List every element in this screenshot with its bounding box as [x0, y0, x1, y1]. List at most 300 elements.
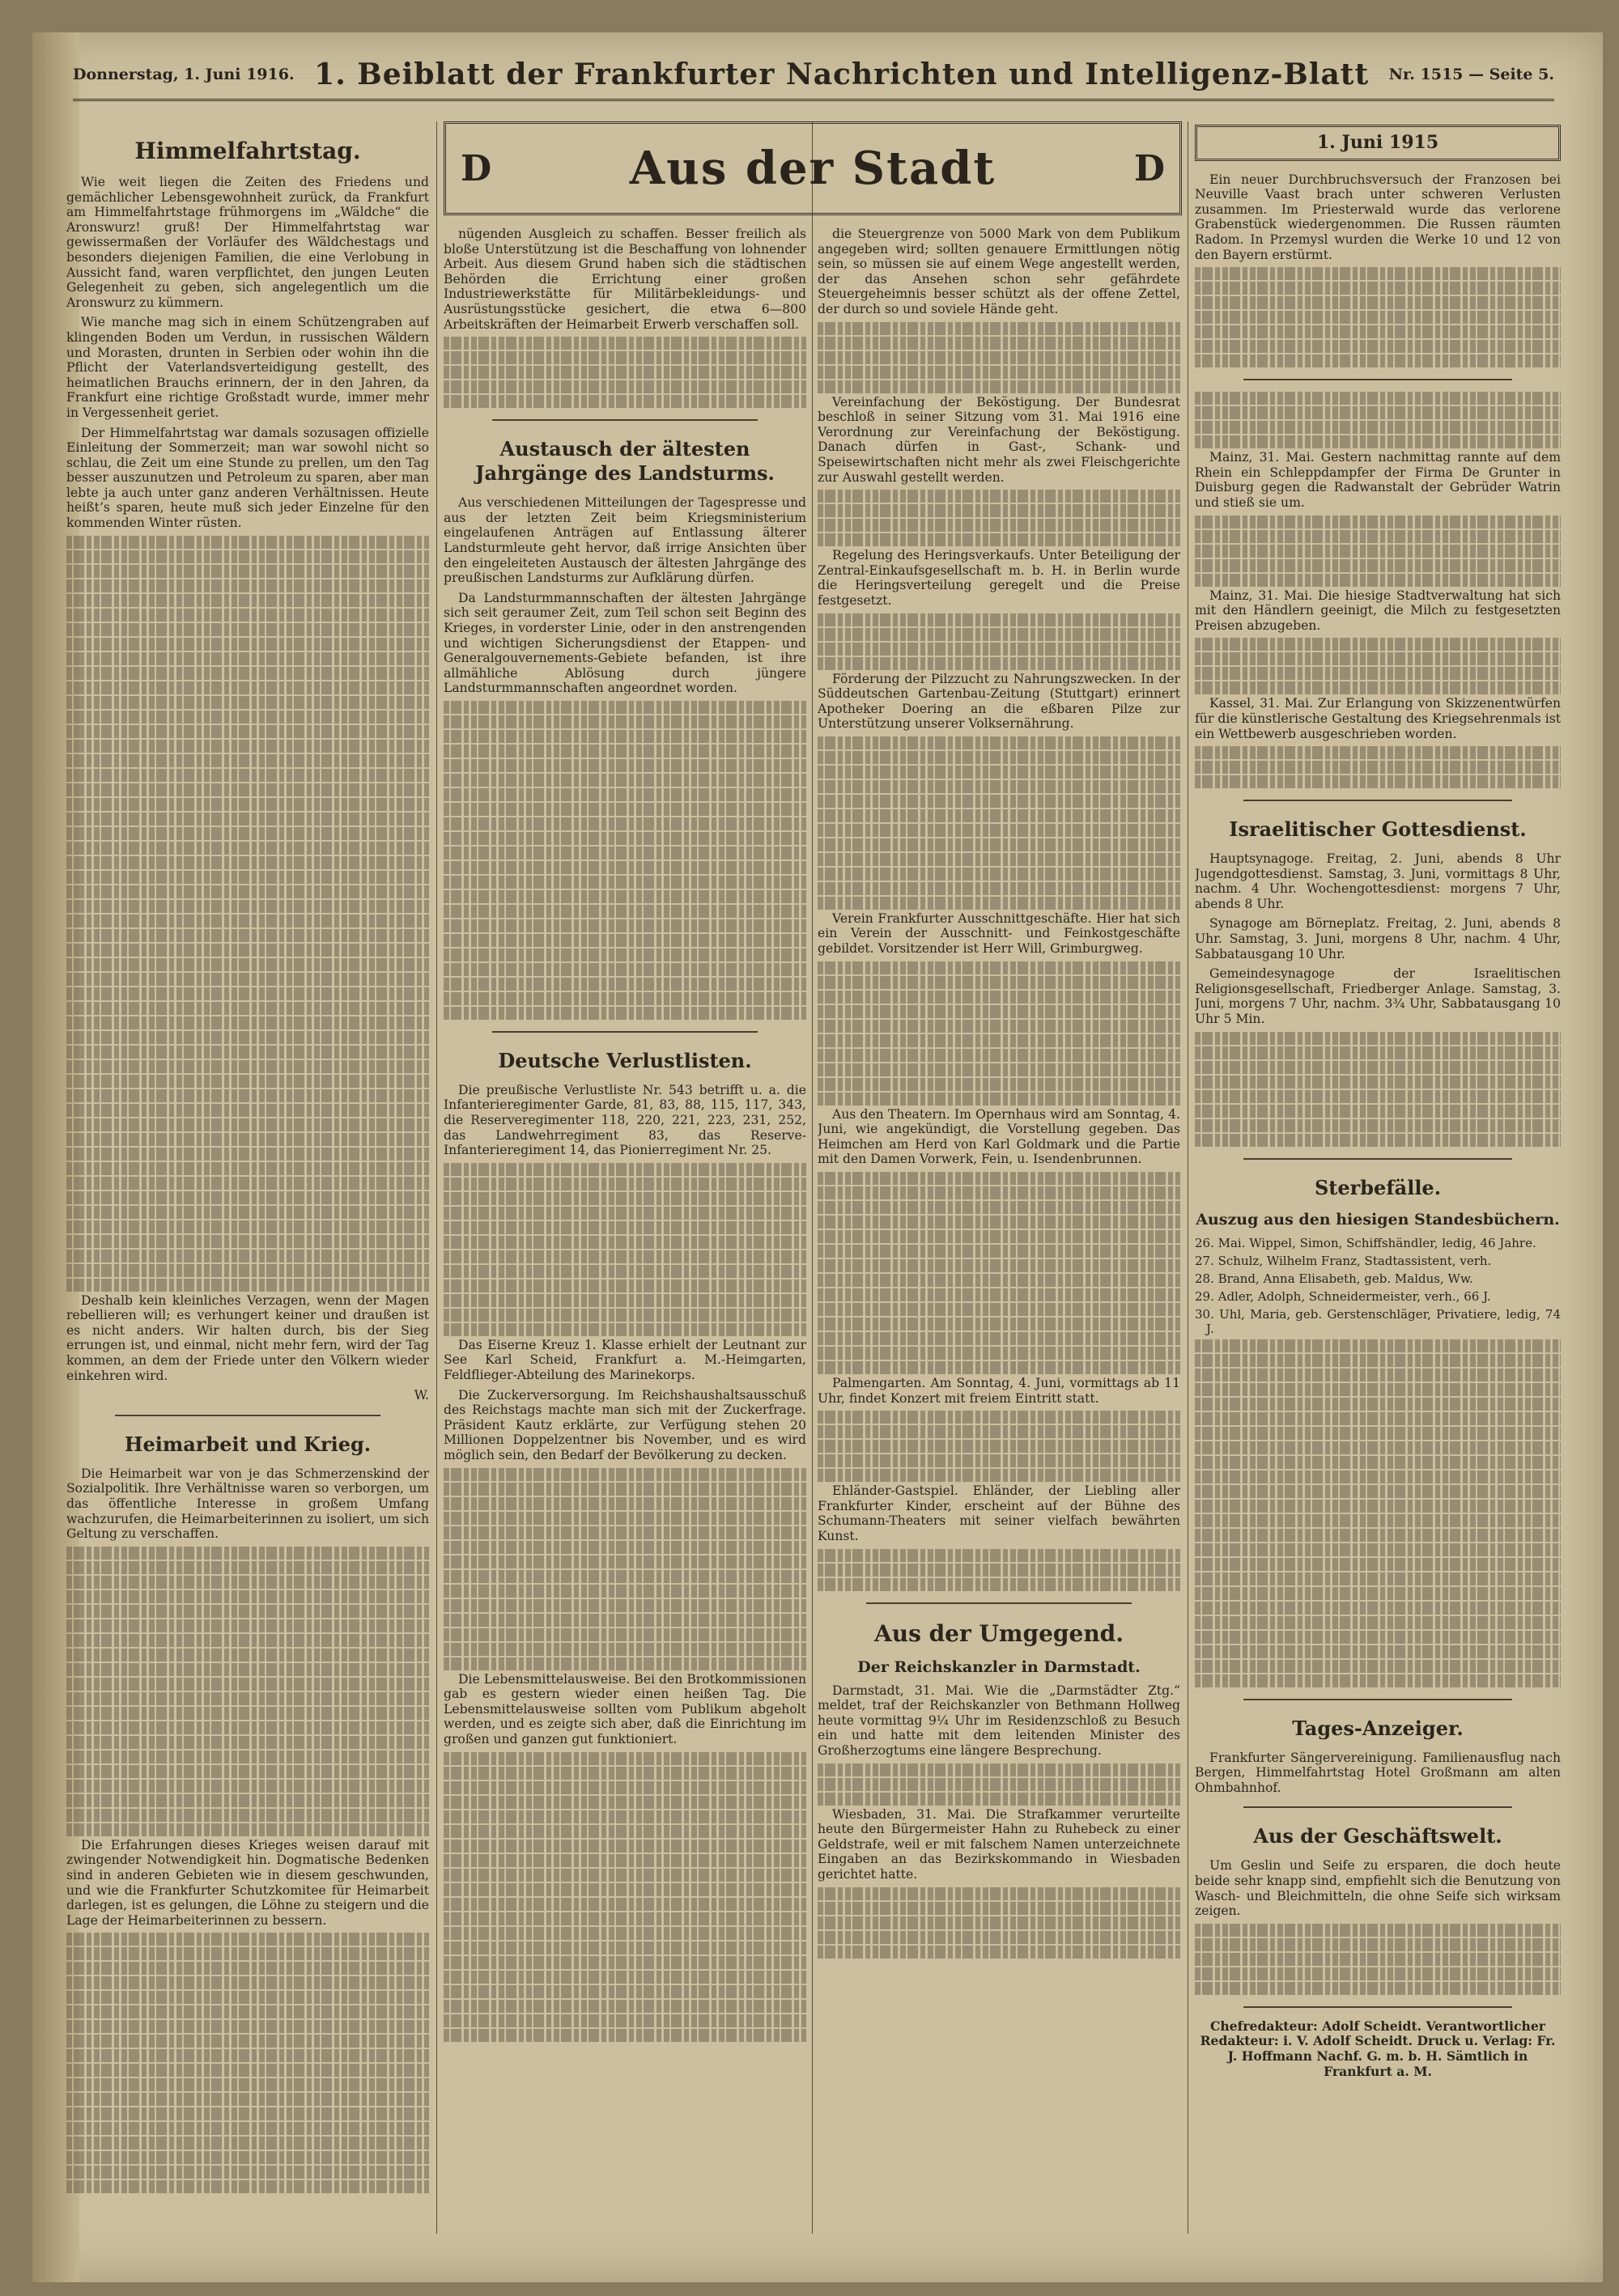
text-line	[818, 613, 1180, 626]
article-divider	[1243, 1158, 1512, 1160]
text-line	[66, 740, 429, 753]
text-line	[818, 1578, 1180, 1591]
text-line	[66, 1751, 429, 1763]
text-line	[444, 905, 806, 918]
text-line	[818, 322, 1180, 335]
text-line	[444, 1971, 806, 1984]
text-line	[1195, 1471, 1561, 1483]
text-line	[444, 1869, 806, 1882]
text-line	[66, 944, 429, 957]
text-line	[66, 827, 429, 840]
text-line	[66, 609, 429, 622]
text-line	[444, 1570, 806, 1583]
text-line	[66, 1118, 429, 1131]
text-line	[818, 961, 1180, 974]
text-line	[1195, 340, 1561, 353]
text-line	[66, 1962, 429, 1975]
death-notice: 27. Schulz, Wilhelm Franz, Stadtassistent, verh.	[1195, 1253, 1492, 1268]
text-line	[444, 1883, 806, 1896]
death-notice: 29. Adler, Adolph, Schneidermeister, verh., 66 J.	[1195, 1288, 1491, 1304]
text-line	[444, 395, 806, 408]
text-line	[1195, 1369, 1561, 1381]
text-line	[444, 1265, 806, 1278]
text-line	[444, 1541, 806, 1554]
text-line	[1195, 1485, 1561, 1498]
text-line	[818, 1916, 1180, 1929]
text-line	[66, 1634, 429, 1647]
text-line	[444, 1796, 806, 1809]
text-line	[1195, 296, 1561, 309]
text-line	[1195, 1339, 1561, 1352]
text-line	[66, 2151, 429, 2164]
text-line	[66, 1046, 429, 1059]
text-line	[66, 1809, 429, 1822]
text-line	[66, 1279, 429, 1292]
article-paragraph: Mainz, 31. Mai. Die hiesige Stadtverwaltung hat sich mit den Händlern geeinigt, die Milch zu festgesetzten Preisen abzugeben.	[1195, 588, 1561, 633]
column-divider	[812, 121, 813, 2234]
text-line	[66, 1619, 429, 1632]
text-line	[818, 882, 1180, 895]
article-paragraph: Die preußische Verlustliste Nr. 543 betrifft u. a. die Infanterieregimenter Garde, 81, 83, 88, 115, 117, 343, die Reserveregimenter 118, 220, 221, 223, 231, 252, das Landwehrregiment 83, das Reserve-Infanterieregiment 14, das Pionierregiment Nr. 25.	[444, 1082, 806, 1158]
text-line	[818, 1763, 1180, 1776]
text-line	[444, 2029, 806, 2042]
article-divider	[1243, 1699, 1512, 1700]
text-line	[66, 1721, 429, 1734]
text-line	[1195, 1134, 1561, 1147]
text-line	[444, 978, 806, 991]
article-paragraph: Verein Frankfurter Ausschnittgeschäfte. Hier hat sich ein Verein der Ausschnitt- und Feinkostgeschäfte gebildet. Vorsitzender ist Herr Will, Grimburgweg.	[818, 910, 1180, 957]
text-line	[1195, 1119, 1561, 1132]
article-paragraph: Regelung des Heringsverkaufs. Unter Beteiligung der Zentral-Einkaufsgesellschaft m. b. H. in Berlin wurde die Heringsverteilung geregelt und die Preise festgesetzt.	[818, 548, 1180, 608]
text-line	[1195, 1090, 1561, 1103]
text-line	[444, 774, 806, 787]
text-line	[66, 1707, 429, 1720]
text-line	[444, 1781, 806, 1794]
text-line	[444, 1898, 806, 1911]
text-line	[444, 1657, 806, 1670]
article-paragraph: Deshalb kein kleinliches Verzagen, wenn der Magen rebellieren will; es verhungert keiner und draußen ist es nicht anders. Wir halten durch, bis der Sieg errungen ist, und einmal, nicht mehr fern, wird der Tag kommen, an dem der Friede unter den Völkern wieder einkehren wird.	[66, 1292, 429, 1383]
text-line	[1195, 1105, 1561, 1118]
text-line	[444, 803, 806, 816]
text-line	[66, 1060, 429, 1073]
text-line	[818, 1946, 1180, 1959]
text-line	[66, 842, 429, 855]
text-line	[818, 897, 1180, 910]
text-line	[1195, 282, 1561, 295]
text-line	[1195, 1398, 1561, 1411]
text-line	[444, 1280, 806, 1292]
text-line	[1195, 1602, 1561, 1615]
text-line	[66, 929, 429, 942]
text-line	[66, 1264, 429, 1277]
text-line	[818, 1303, 1180, 1316]
text-line	[66, 1148, 429, 1161]
text-line	[1195, 325, 1561, 338]
text-line	[66, 1678, 429, 1691]
text-line	[818, 1230, 1180, 1243]
text-line	[1195, 1558, 1561, 1571]
article-paragraph: Wiesbaden, 31. Mai. Die Strafkammer verurteilte heute den Bürgermeister Hahn zu Ruhebeck zu einer Geldstrafe, weil er mit falschem Namen unterzeichnete Eingaben an das Bezirkskommando in Wiesbaden gerichtet hatte.	[818, 1806, 1180, 1882]
text-line	[444, 949, 806, 961]
text-line	[1195, 545, 1561, 558]
text-line	[444, 1942, 806, 1954]
death-notice: 30. Uhl, Maria, geb. Gerstenschläger, Privatiere, ledig, 74 J.	[1195, 1306, 1561, 1336]
text-line	[66, 1765, 429, 1778]
text-line	[1195, 1076, 1561, 1089]
text-line	[444, 366, 806, 379]
text-line	[818, 1078, 1180, 1091]
text-line	[444, 919, 806, 932]
text-line	[818, 643, 1180, 656]
column-2	[444, 227, 806, 2234]
text-line	[444, 380, 806, 393]
text-line	[66, 1991, 429, 2004]
text-line	[66, 856, 429, 869]
text-line	[1195, 1645, 1561, 1658]
article-headline: Sterbefälle.	[1314, 1175, 1442, 1199]
column-1	[66, 121, 429, 2234]
text-line	[818, 1259, 1180, 1272]
text-line	[66, 1133, 429, 1146]
text-line	[444, 1221, 806, 1234]
text-line	[818, 780, 1180, 793]
article-paragraph: Die Heimarbeit war von je das Schmerzenskind der Sozialpolitik. Ihre Verhältnisse waren so verborgen, um das öffentliche Interesse in großem Umfang wachzurufen, die Heimarbeiterinnen zu isoliert, um sich Geltung zu verschaffen.	[66, 1466, 429, 1542]
text-line	[1195, 1032, 1561, 1045]
text-line	[66, 1605, 429, 1618]
text-line	[818, 1454, 1180, 1467]
text-line	[66, 1089, 429, 1102]
text-line	[818, 1332, 1180, 1345]
text-line	[66, 1104, 429, 1117]
text-line	[818, 976, 1180, 989]
text-line	[66, 987, 429, 1000]
issue-date: Donnerstag, 1. Juni 1916.	[73, 66, 295, 83]
masthead	[73, 50, 1554, 101]
text-line	[444, 1628, 806, 1641]
page-number: Nr. 1515 — Seite 5.	[1388, 66, 1554, 83]
text-line	[818, 657, 1180, 670]
text-line	[818, 1440, 1180, 1453]
text-line	[1195, 1514, 1561, 1527]
text-line	[66, 2020, 429, 2033]
text-line	[818, 824, 1180, 837]
article-signature: W.	[414, 1388, 429, 1403]
text-line	[444, 2014, 806, 2027]
text-line	[66, 1561, 429, 1574]
text-line	[1195, 1543, 1561, 1556]
text-line	[66, 1075, 429, 1088]
text-line	[444, 745, 806, 758]
text-line	[444, 963, 806, 976]
article-paragraph: Ein neuer Durchbruchsversuch der Franzosen bei Neuville Vaast brach unter schweren Verlusten zusammen. Im Priesterwald wurde das verlorene Grabenstück wiedergenommen. Die Russen räumten Radom. In Przemysl wurden die Werke 10 und 12 von den Bayern erstürmt.	[1195, 172, 1561, 262]
text-line	[1195, 1572, 1561, 1585]
article-divider	[866, 1602, 1132, 1604]
death-notice: 28. Brand, Anna Elisabeth, geb. Maldus, Ww.	[1195, 1271, 1473, 1286]
text-line	[444, 1309, 806, 1322]
text-line	[444, 1985, 806, 1998]
text-line	[1195, 1967, 1561, 1980]
text-line	[444, 715, 806, 728]
text-line	[818, 1318, 1180, 1330]
text-line	[66, 885, 429, 898]
text-line	[818, 380, 1180, 393]
text-line	[444, 1468, 806, 1481]
text-line	[66, 1663, 429, 1676]
text-line	[1195, 1953, 1561, 1966]
text-line	[66, 1235, 429, 1248]
imprint: Chefredakteur: Adolf Scheidt. Verantwortlicher Redakteur: i. V. Adolf Scheidt. Druck u. Verlag: Fr. J. Hoffmann Nachf. G. m. b. H. Sämtlich in Frankfurt a. M.	[1200, 2018, 1556, 2079]
text-line	[66, 1547, 429, 1560]
text-line	[66, 1206, 429, 1219]
article-paragraph: Hauptsynagoge. Freitag, 2. Juni, abends 8 Uhr Jugendgottesdienst. Samstag, 3. Juni, vormittags 8 Uhr, nachm. 4 Uhr. Wochengottesdienst: morgens 7 Uhr, abends 8 Uhr.	[1195, 851, 1561, 911]
text-line	[1195, 1412, 1561, 1425]
article-paragraph: Frankfurter Sängervereinigung. Familienausflug nach Bergen, Himmelfahrtstag Hotel Großmann am alten Ohmbahnhof.	[1195, 1750, 1561, 1795]
article-paragraph: Palmengarten. Am Sonntag, 4. Juni, vormittags ab 11 Uhr, findet Konzert mit freiem Eintritt statt.	[818, 1376, 1180, 1406]
text-line	[818, 838, 1180, 851]
text-line	[66, 1250, 429, 1263]
text-line	[66, 725, 429, 738]
section-banner	[444, 121, 1182, 215]
text-line	[444, 1825, 806, 1838]
text-line	[444, 1585, 806, 1598]
text-line	[66, 2122, 429, 2135]
text-line	[818, 1931, 1180, 1944]
text-line	[444, 1250, 806, 1263]
text-line	[1195, 761, 1561, 774]
article-headline: Aus der Geschäftswelt.	[1253, 1824, 1502, 1848]
article-divider	[115, 1415, 380, 1416]
text-line	[818, 1274, 1180, 1287]
text-line	[66, 579, 429, 592]
death-notice: 26. Mai. Wippel, Simon, Schiffshändler, ledig, 46 Jahre.	[1195, 1235, 1536, 1250]
text-line	[444, 1512, 806, 1525]
text-line	[818, 1902, 1180, 1915]
text-line	[66, 550, 429, 563]
text-line	[1195, 1587, 1561, 1600]
text-line	[444, 1854, 806, 1867]
text-line	[66, 769, 429, 782]
article-divider	[1243, 379, 1512, 380]
text-line	[66, 783, 429, 796]
text-line	[66, 2005, 429, 2018]
text-line	[818, 1034, 1180, 1047]
article-headline: Himmelfahrtstag.	[134, 138, 361, 164]
text-line	[444, 1752, 806, 1765]
text-line	[444, 992, 806, 1005]
text-line	[818, 533, 1180, 546]
section-title: Aus der Stadt	[629, 142, 996, 195]
text-line	[1195, 1616, 1561, 1629]
text-line	[66, 652, 429, 665]
text-line	[818, 1288, 1180, 1301]
text-line	[66, 1191, 429, 1204]
text-line	[66, 1576, 429, 1589]
text-line	[1195, 392, 1561, 405]
text-line	[818, 1020, 1180, 1033]
text-line	[444, 890, 806, 903]
text-line	[66, 1976, 429, 1989]
text-line	[1195, 638, 1561, 651]
column-3	[818, 227, 1180, 2234]
text-line	[1195, 1383, 1561, 1396]
text-line	[66, 973, 429, 986]
text-line	[444, 1840, 806, 1853]
article-divider	[492, 1031, 758, 1033]
text-line	[66, 536, 429, 549]
text-line	[818, 1564, 1180, 1577]
text-line	[818, 1049, 1180, 1062]
article-paragraph: Da Landsturmmannschaften der ältesten Jahrgänge sich seit geraumer Zeit, zum Teil schon seit Beginn des Krieges, in vorderster Linie, oder in den anstrengenden und wichtigen Sicherungsdienst der Etappen- und Generalgouvernements-Gebiete befanden, ist ihre allmähliche Ablösung durch jüngere Landsturmmannschaften angeordnet worden.	[444, 590, 806, 696]
text-line	[66, 1016, 429, 1029]
text-line	[66, 1736, 429, 1749]
text-line	[66, 667, 429, 680]
text-line	[818, 1778, 1180, 1791]
text-line	[1195, 1938, 1561, 1951]
text-line	[444, 1767, 806, 1780]
text-line	[444, 2000, 806, 2013]
text-line	[444, 337, 806, 350]
text-line	[444, 730, 806, 743]
column-divider	[436, 121, 437, 2234]
text-line	[818, 1186, 1180, 1199]
text-line	[66, 1649, 429, 1662]
text-line	[444, 832, 806, 845]
text-line	[66, 2107, 429, 2120]
text-line	[1195, 530, 1561, 543]
text-line	[1195, 574, 1561, 587]
text-line	[66, 2180, 429, 2193]
text-line	[1195, 1061, 1561, 1074]
article-paragraph: Wie manche mag sich in einem Schützengraben auf klingenden Boden um Verdun, in russischen Wäldern und Morasten, drunten in Serbien oder wohin ihn die Pflicht der Vaterlandsverteidigung gestellt, des heimatlichen Brauchs erinnern, der in den Jahren, da Frankfurt eine richtige Großstadt wurde, immer mehr in Vergessenheit geriet.	[66, 315, 429, 420]
ornament-right-icon: D	[1133, 147, 1165, 189]
article-paragraph: Um Geslin und Seife zu ersparen, die doch heute beide sehr knapp sind, empfiehlt sich die Benutzung von Wasch- und Bleichmitteln, die ohne Seife sich wirksam zeigen.	[1195, 1858, 1561, 1919]
article-paragraph: Kassel, 31. Mai. Zur Erlangung von Skizzenentwürfen für die künstlerische Gestaltung des Kriegsehrenmals ist ein Wettbewerb ausgeschrieben worden.	[1195, 696, 1561, 741]
text-line	[818, 519, 1180, 532]
text-line	[1195, 354, 1561, 367]
text-line	[1195, 559, 1561, 572]
text-line	[1195, 1456, 1561, 1469]
text-line	[66, 681, 429, 694]
article-subheadline: Auszug aus den hiesigen Standesbüchern.	[1196, 1210, 1560, 1229]
text-line	[1195, 1924, 1561, 1937]
text-line	[818, 1793, 1180, 1806]
text-line	[1195, 1631, 1561, 1644]
text-line	[818, 1469, 1180, 1482]
text-line	[66, 2035, 429, 2048]
text-line	[66, 2078, 429, 2091]
text-line	[66, 2049, 429, 2062]
text-line	[1195, 406, 1561, 419]
text-line	[818, 1201, 1180, 1214]
text-line	[818, 868, 1180, 881]
column-4	[1195, 121, 1561, 2234]
text-line	[66, 2064, 429, 2077]
text-line	[1195, 1674, 1561, 1687]
text-line	[66, 1162, 429, 1175]
text-line	[444, 934, 806, 947]
text-line	[818, 853, 1180, 866]
text-line	[444, 1810, 806, 1823]
text-line	[444, 351, 806, 364]
text-line	[818, 1245, 1180, 1258]
text-line	[1195, 267, 1561, 280]
article-paragraph: Förderung der Pilzzucht zu Nahrungszwecken. In der Süddeutschen Gartenbau-Zeitung (Stuttgart) erinnert Apotheker Doering an die eßbaren Pilze zur Unterstützung unserer Volksernährung.	[818, 671, 1180, 732]
text-line	[444, 788, 806, 801]
article-paragraph: die Steuergrenze von 5000 Mark von dem Publikum angegeben wird; sollten genauere Ermittlungen nötig sein, so müssen sie auf einem Wege angestellt werden, der das Ansehen schon sehr gefährdete Steuergeheimnis besser schützt als der offene Zettel, der durch so und soviele Hände geht.	[818, 227, 1180, 316]
text-line	[818, 809, 1180, 822]
article-divider	[1243, 2006, 1512, 2008]
text-line	[818, 1063, 1180, 1076]
text-line	[444, 1526, 806, 1539]
text-line	[818, 751, 1180, 764]
text-line	[818, 736, 1180, 749]
ornament-left-icon: D	[461, 147, 492, 189]
text-line	[1195, 775, 1561, 788]
text-line	[818, 628, 1180, 641]
text-line	[66, 623, 429, 636]
text-line	[818, 337, 1180, 350]
text-line	[444, 1294, 806, 1307]
article-divider	[1243, 800, 1512, 801]
text-line	[444, 1555, 806, 1568]
text-line	[444, 861, 806, 874]
article-paragraph: Vereinfachung der Beköstigung. Der Bundesrat beschloß in seiner Sitzung vom 31. Mai 1916 eine Verordnung zur Vereinfachung der Beköstigung. Danach dürfen in Gast-, Schank- und Speisewirtschaften nicht mehr als zwei Fleischgerichte zur Auswahl gestellt werden.	[818, 394, 1180, 485]
text-line	[444, 1163, 806, 1176]
text-line	[1195, 421, 1561, 434]
article-paragraph: Ehländer-Gastspiel. Ehländer, der Liebling aller Frankfurter Kinder, erscheint auf der Bühne des Schumann-Theaters mit seiner vielfach bewährten Kunst.	[818, 1483, 1180, 1543]
article-paragraph: Aus verschiedenen Mitteilungen der Tagespresse und aus der letzten Zeit beim Kriegsministerium eingelaufenen Anträgen auf Entlassung älterer Landsturmleute geht hervor, daß irrige Ansichten über den eingeleiteten Austausch der ältesten Jahrgänge des preußischen Landsturms zur Aufklärung dürfen.	[444, 495, 806, 586]
article-paragraph: Die Lebensmittelausweise. Bei den Brotkommissionen gab es gestern wieder einen heißen Tag. Die Lebensmittelausweise sollten vom Publikum abgeholt werden, und es zeigte sich aber, daß die Einrichtung im großen und ganzen gut funktioniert.	[444, 1671, 806, 1746]
text-line	[1195, 746, 1561, 759]
article-headline: Heimarbeit und Krieg.	[124, 1432, 372, 1456]
article-headline: Deutsche Verlustlisten.	[498, 1048, 752, 1072]
text-line	[66, 2137, 429, 2150]
text-line	[444, 817, 806, 830]
article-paragraph: Der Himmelfahrtstag war damals sozusagen offizielle Einleitung der Sommerzeit; man war sowohl nicht so schlau, die Zeit um eine Stunde zu prellen, um den Tag besser auszunutzen und Petroleum zu sparen, aber man lebte ja auch unter ganz anderen Verhältnissen. Heute heißt’s sparen, heute muß sich jeder Einzelne für den kommenden Winter rüsten.	[66, 425, 429, 531]
text-line	[818, 504, 1180, 517]
text-line	[818, 1887, 1180, 1900]
article-headline: Tages-Anzeiger.	[1292, 1716, 1464, 1740]
text-line	[818, 1005, 1180, 1018]
text-line	[66, 1002, 429, 1015]
text-line	[444, 759, 806, 772]
text-line	[444, 1323, 806, 1336]
text-line	[444, 1927, 806, 1940]
text-line	[66, 1947, 429, 1960]
article-paragraph: Synagoge am Börneplatz. Freitag, 2. Juni, abends 8 Uhr. Samstag, 3. Juni, morgens 8 Uhr, nachm. 4 Uhr, Sabbatausgang 10 Uhr.	[1195, 916, 1561, 961]
text-line	[818, 1549, 1180, 1562]
text-line	[444, 1207, 806, 1220]
text-line	[444, 1236, 806, 1249]
article-paragraph: Gemeindesynagoge der Israelitischen Religionsgesellschaft, Friedberger Anlage. Samstag, 3. Juni, morgens 7 Uhr, nachm. 3¾ Uhr, Sabbatausgang 10 Uhr 5 Min.	[1195, 966, 1561, 1027]
text-line	[1195, 681, 1561, 694]
article-paragraph: Das Eiserne Kreuz 1. Klasse erhielt der Leutnant zur See Karl Scheid, Frankfurt a. M.-Heimgarten, Feldflieger-Abteilung des Marinekorps.	[444, 1337, 806, 1383]
article-paragraph: Aus den Theatern. Im Opernhaus wird am Sonntag, 4. Juni, wie angekündigt, die Vorstellung gegeben. Das Heimchen am Herd von Karl Goldmark und die Partie mit den Damen Vorwerk, Fein, u. Isendenbrunnen.	[818, 1106, 1180, 1167]
text-line	[818, 366, 1180, 379]
text-line	[444, 1497, 806, 1510]
text-line	[66, 2166, 429, 2179]
text-line	[66, 798, 429, 811]
text-line	[66, 1220, 429, 1233]
text-line	[818, 766, 1180, 779]
article-paragraph: Die Erfahrungen dieses Krieges weisen darauf mit zwingender Notwendigkeit hin. Dogmatische Bedenken sind in anderen Gebieten wie in diesem geschwunden, und wie die Frankfurter Schutzkomitee für Heimarbeit darlegen, ist es gelungen, die Löhne zu steigern und die Lage der Heimarbeiterinnen zu bessern.	[66, 1837, 429, 1928]
article-divider	[1243, 1806, 1512, 1808]
text-line	[66, 1692, 429, 1705]
article-paragraph: nügenden Ausgleich zu schaffen. Besser freilich als bloße Unterstützung ist die Beschaffung von lohnender Arbeit. Aus diesem Grund haben sich die städtischen Behörden die Errichtung einer großen Industriewerkstätte für Militärbekleidungs- und Ausrüstungsstücke gesichert, die etwa 6—800 Arbeitskräften der Heimarbeit Erwerb verschaffen soll.	[444, 227, 806, 332]
article-paragraph: Wie weit liegen die Zeiten des Friedens und gemächlicher Lebensgewohnheit zurück, da Frankfurt am Himmelfahrtstage frühmorgens im „Wäldche“ die Aronswurz! gruß! Der Himmelfahrtstag war gewissermaßen der Vorläufer des Wäldchestags und besonders diejenigen Familien, die eine Verlobung in Aussicht fand, waren verpflichtet, den jungen Leuten Gelegenheit zu geben, sich angelegentlich um die Aronswurz zu kümmern.	[66, 175, 429, 310]
text-line	[66, 754, 429, 767]
text-line	[66, 1794, 429, 1807]
